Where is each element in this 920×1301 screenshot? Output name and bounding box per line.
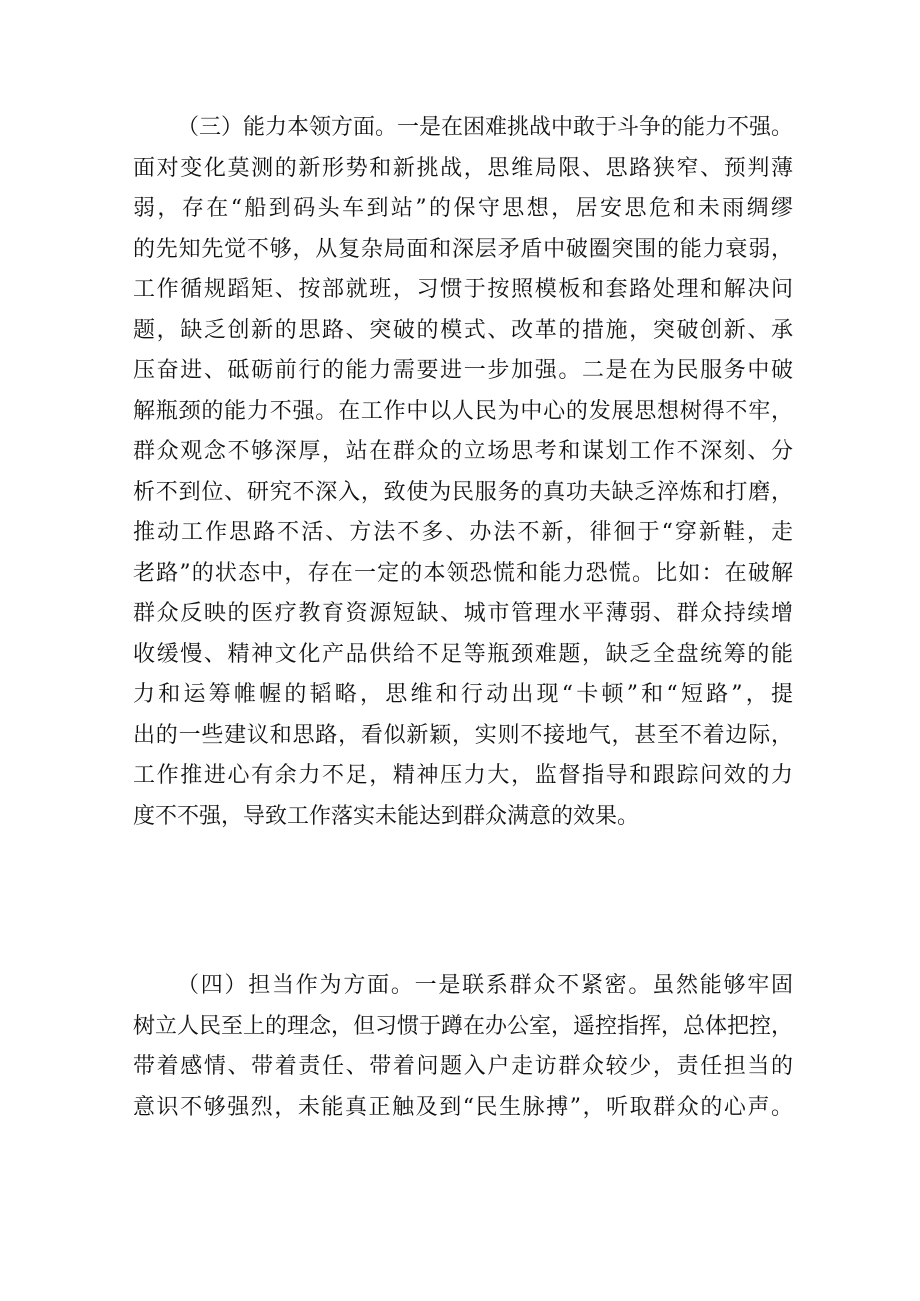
text-line: 带着感情、带着责任、带着问题入户走访群众较少，责任担当的 [133,1054,793,1079]
text-line: 题，缺乏创新的思路、突破的模式、改革的措施，突破创新、承 [133,317,793,343]
text-line: 工作推进心有余力不足，精神压力大，监督指导和跟踪问效的力 [133,763,793,788]
text-line: 工作循规蹈矩、按部就班，习惯于按照模板和套路处理和解决问 [133,277,793,302]
text-line: 压奋进、砥砺前行的能力需要进一步加强。二是在为民服务中破 [133,358,793,383]
text-line: 树立人民至上的理念，但习惯于蹲在办公室，遥控指挥，总体把控， [133,1013,793,1039]
text-line: 析不到位、研究不深入，致使为民服务的真功夫缺乏淬炼和打磨， [133,479,793,505]
text-line: 推动工作思路不活、方法不多、办法不新，徘徊于“穿新鞋，走 [133,520,793,545]
paragraph-ability [133,108,793,837]
text-line: 老路”的状态中，存在一定的本领恐慌和能力恐慌。比如：在破解 [133,560,793,586]
text-line: （四）担当作为方面。一是联系群众不紧密。虽然能够牢固 [177,973,793,998]
text-line: （三）能力本领方面。一是在困难挑战中敢于斗争的能力不强。 [177,115,793,140]
text-line: 出的一些建议和思路，看似新颖，实则不接地气，甚至不着边际， [133,722,793,748]
text-line: 的先知先觉不够，从复杂局面和深层矛盾中破圈突围的能力衰弱， [133,236,793,262]
text-line: 弱，存在“船到码头车到站”的保守思想，居安思危和未雨绸缪 [133,196,793,221]
text-line: 群众观念不够深厚，站在群众的立场思考和谋划工作不深刻、分 [133,439,793,464]
text-line: 面对变化莫测的新形势和新挑战，思维局限、思路狭窄、预判薄 [133,155,793,181]
text-line: 群众反映的医疗教育资源短缺、城市管理水平薄弱、群众持续增 [133,601,793,626]
paragraph-responsibility [133,966,793,1128]
text-line: 力和运筹帷幄的韬略，思维和行动出现“卡顿”和“短路”，提 [133,682,793,707]
text-line: 意识不够强烈，未能真正触及到“民生脉搏”，听取群众的心声。 [133,1094,793,1120]
text-line: 解瓶颈的能力不强。在工作中以人民为中心的发展思想树得不牢， [133,398,793,424]
text-line: 收缓慢、精神文化产品供给不足等瓶颈难题，缺乏全盘统筹的能 [133,641,793,667]
text-line: 度不不强，导致工作落实未能达到群众满意的效果。 [133,803,640,829]
